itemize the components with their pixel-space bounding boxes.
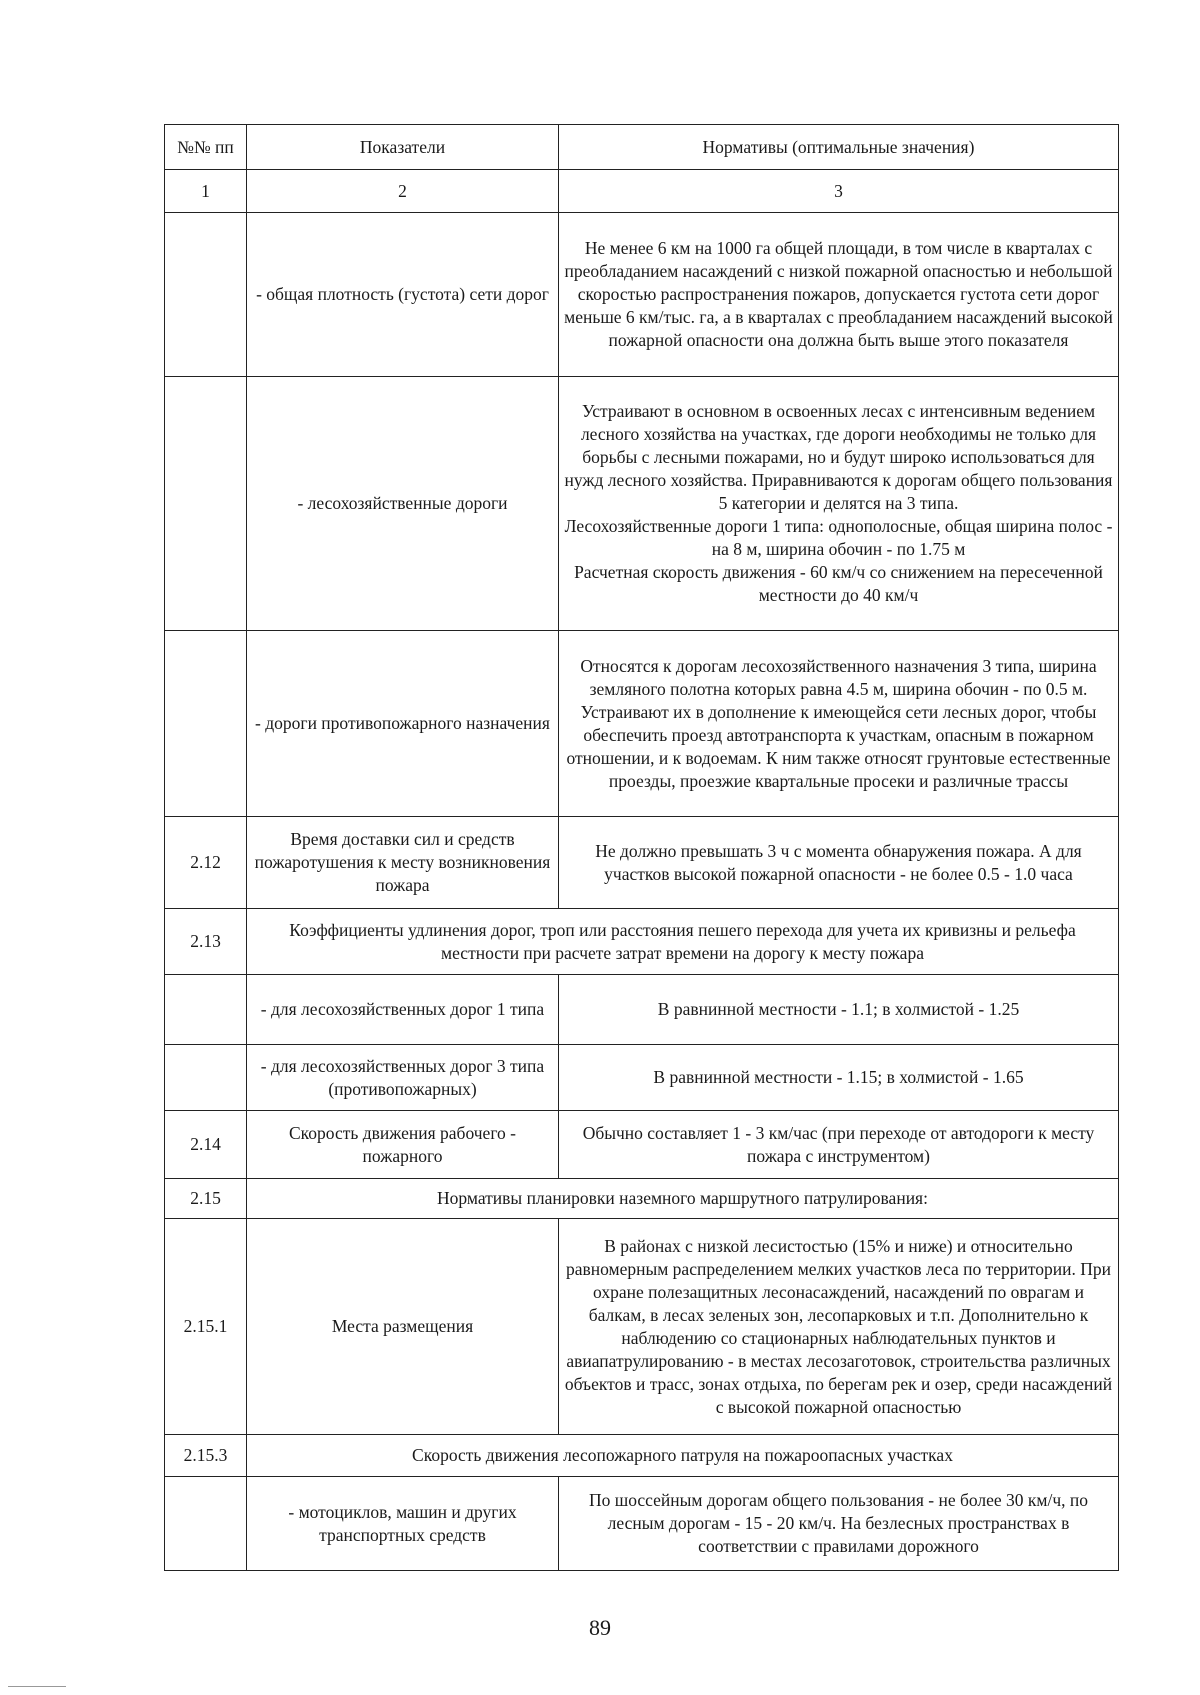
row-span-title: Коэффициенты удлинения дорог, троп или расстояния пешего перехода для учета их кривизны и рельефа местности при расчете затрат времени на дорогу к месту пожара <box>247 909 1119 975</box>
row-indicator: Места размещения <box>247 1219 559 1435</box>
table-row <box>165 1219 1119 1435</box>
row-number <box>165 213 247 377</box>
row-span-title: Нормативы планировки наземного маршрутного патрулирования: <box>247 1179 1119 1219</box>
row-indicator: - для лесохозяйственных дорог 3 типа (противопожарных) <box>247 1045 559 1111</box>
row-number <box>165 1477 247 1571</box>
row-indicator: - мотоциклов, машин и других транспортных средств <box>247 1477 559 1571</box>
table-row <box>165 377 1119 631</box>
table-row <box>165 975 1119 1045</box>
row-norm: В равнинной местности - 1.15; в холмистой - 1.65 <box>559 1045 1119 1111</box>
table-row <box>165 1477 1119 1571</box>
row-number: 2.15.1 <box>165 1219 247 1435</box>
table-row <box>165 631 1119 817</box>
table-row <box>165 1179 1119 1219</box>
table-header-row <box>165 125 1119 170</box>
row-norm: Не менее 6 км на 1000 га общей площади, в том числе в кварталах с преобладанием насаждений с низкой пожарной опасностью и небольшой скоростью распространения пожаров, допускается густота сети дорог меньше 6 км/тыс. га, а в кварталах с преобладанием насаждений высокой пожарной опасности она должна быть выше этого показателя <box>559 213 1119 377</box>
row-indicator: - лесохозяйственные дороги <box>247 377 559 631</box>
norm-paragraph: Лесохозяйственные дороги 1 типа: однополосные, общая ширина полос - на 8 м, ширина обочин - по 1.75 м <box>564 516 1113 559</box>
table-row <box>165 817 1119 909</box>
table-row <box>165 1435 1119 1477</box>
column-number-1: 1 <box>165 170 247 213</box>
header-norms: Нормативы (оптимальные значения) <box>559 125 1119 170</box>
row-norm: По шоссейным дорогам общего пользования - не более 30 км/ч, по лесным дорогам - 15 - 20 км/ч. На безлесных пространствах в соответствии с правилами дорожного <box>559 1477 1119 1571</box>
norm-paragraph: Устраивают в основном в освоенных лесах с интенсивным ведением лесного хозяйства на участках, где дороги необходимы не только для борьбы с лесными пожарами, но и будут широко использоваться для нужд лесного хозяйства. Приравниваются к дорогам общего пользования 5 категории и делятся на 3 типа. <box>564 401 1113 513</box>
page-number: 89 <box>589 1615 611 1640</box>
row-norm: В равнинной местности - 1.1; в холмистой - 1.25 <box>559 975 1119 1045</box>
row-number: 2.15.3 <box>165 1435 247 1477</box>
row-number: 2.12 <box>165 817 247 909</box>
row-indicator: - для лесохозяйственных дорог 1 типа <box>247 975 559 1045</box>
table-row <box>165 1045 1119 1111</box>
row-norm <box>559 377 1119 631</box>
header-indicators: Показатели <box>247 125 559 170</box>
table-row <box>165 1111 1119 1179</box>
row-number: 2.14 <box>165 1111 247 1179</box>
row-number <box>165 377 247 631</box>
row-norm: Относятся к дорогам лесохозяйственного назначения 3 типа, ширина земляного полотна которых равна 4.5 м, ширина обочин - по 0.5 м. Устраивают их в дополнение к имеющейся сети лесных дорог, чтобы обеспечить проезд автотранспорта к участкам, опасным в пожарном отношении, и к водоемам. К ним также относят грунтовые естественные проезды, проезжие квартальные просеки и различные трассы <box>559 631 1119 817</box>
table-row <box>165 909 1119 975</box>
column-number-2: 2 <box>247 170 559 213</box>
column-number-row <box>165 170 1119 213</box>
row-indicator: - общая плотность (густота) сети дорог <box>247 213 559 377</box>
row-span-title: Скорость движения лесопожарного патруля на пожароопасных участках <box>247 1435 1119 1477</box>
row-number <box>165 1045 247 1111</box>
row-norm: Не должно превышать 3 ч с момента обнаружения пожара. А для участков высокой пожарной опасности - не более 0.5 - 1.0 часа <box>559 817 1119 909</box>
row-indicator: - дороги противопожарного назначения <box>247 631 559 817</box>
row-norm: Обычно составляет 1 - 3 км/час (при переходе от автодороги к месту пожара с инструментом) <box>559 1111 1119 1179</box>
row-number: 2.15 <box>165 1179 247 1219</box>
norms-table <box>164 124 1119 1571</box>
row-indicator: Время доставки сил и средств пожаротушения к месту возникновения пожара <box>247 817 559 909</box>
row-number <box>165 631 247 817</box>
row-number <box>165 975 247 1045</box>
row-norm: В районах с низкой лесистостью (15% и ниже) и относительно равномерным распределением мелких участков леса по территории. При охране полезащитных лесонасаждений, насаждений по оврагам и балкам, в лесах зеленых зон, лесопарковых и т.п. Дополнительно к наблюдению со стационарных наблюдательных пунктов и авиапатрулированию - в местах лесозаготовок, строительства различных объектов и трасс, зонах отдыха, по берегам рек и озер, среди насаждений с высокой пожарной опасностью <box>559 1219 1119 1435</box>
norm-paragraph: Расчетная скорость движения - 60 км/ч со снижением на пересеченной местности до 40 км/ч <box>574 562 1103 605</box>
header-number: №№ пп <box>165 125 247 170</box>
column-number-3: 3 <box>559 170 1119 213</box>
row-number: 2.13 <box>165 909 247 975</box>
table-row <box>165 213 1119 377</box>
scan-edge-line <box>8 1686 66 1687</box>
row-indicator: Скорость движения рабочего - пожарного <box>247 1111 559 1179</box>
